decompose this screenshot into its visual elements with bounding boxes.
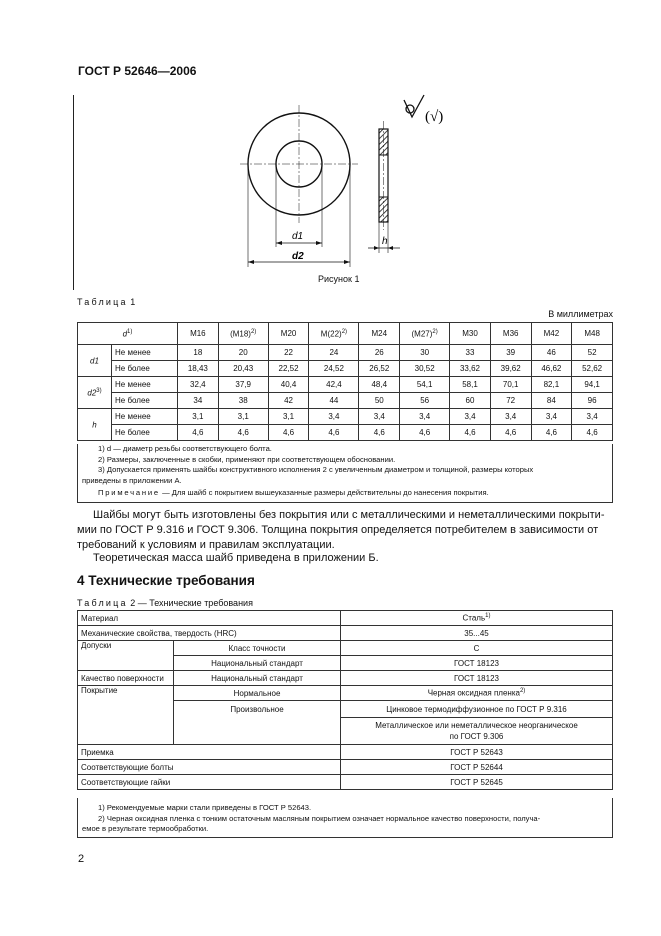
value-cell: 52 — [572, 345, 613, 361]
table1-note: Примечание — Для шайб с покрытием вышеуказанные размеры действительны до нанесения покрытия. — [98, 488, 489, 497]
value-cell: 3,4 — [450, 409, 491, 425]
value-cell: 20 — [218, 345, 268, 361]
row-sublabel: Класс точности — [174, 641, 341, 656]
value-cell: 18,43 — [178, 361, 219, 377]
figure-caption: Рисунок 1 — [318, 274, 360, 284]
value-cell: 26 — [359, 345, 400, 361]
value-cell: 42 — [268, 393, 309, 409]
param-cell: d2$^{3)}$ — [78, 377, 112, 409]
section-heading: 4 Технические требования — [77, 573, 255, 588]
table1-header-row — [78, 323, 613, 345]
dimensions-table — [77, 322, 613, 441]
value-cell: 4,6 — [400, 425, 450, 441]
footnote: 3) Допускается применять шайбы конструктивного исполнения 2 с увеличенным диаметром и толщиной, размеры которых — [98, 465, 534, 474]
row-value: Черная оксидная пленка$^{2)}$ — [341, 686, 613, 701]
row-sublabel: Произвольное — [174, 701, 341, 745]
value-cell: 4,6 — [218, 425, 268, 441]
value-cell: 50 — [359, 393, 400, 409]
param-cell: d1 — [78, 345, 112, 377]
header-m16: M16 — [178, 323, 219, 345]
d1-label: d1 — [292, 231, 304, 242]
margin-line — [73, 95, 74, 290]
value-cell: 39,62 — [490, 361, 531, 377]
param-cell: h — [78, 409, 112, 441]
limit-label: Не более — [112, 393, 178, 409]
table1-footnotes — [77, 444, 613, 503]
table-row — [78, 377, 613, 393]
washer-drawing — [230, 95, 444, 273]
row-value: ГОСТ Р 52643 — [341, 745, 613, 760]
value-cell: 58,1 — [450, 377, 491, 393]
value-cell: 33,62 — [450, 361, 491, 377]
value-cell: 3,1 — [178, 409, 219, 425]
table-row — [78, 361, 613, 377]
value-cell: 44 — [309, 393, 359, 409]
table-row — [78, 760, 613, 775]
table-row — [78, 393, 613, 409]
row-value: ГОСТ 18123 — [341, 656, 613, 671]
value-cell: 4,6 — [178, 425, 219, 441]
row-value: Сталь$^{1)}$ — [341, 611, 613, 626]
value-cell: 26,52 — [359, 361, 400, 377]
value-cell: 38 — [218, 393, 268, 409]
header-m24: M24 — [359, 323, 400, 345]
row-value: Цинковое термодиффузионное по ГОСТ Р 9.316 — [341, 701, 613, 718]
row-label: Механические свойства, твердость (HRC) — [78, 626, 341, 641]
value-cell: 40,4 — [268, 377, 309, 393]
row-value: ГОСТ Р 52645 — [341, 775, 613, 790]
value-cell: 3,4 — [531, 409, 572, 425]
row-label: Допуски — [78, 641, 174, 671]
limit-label: Не менее — [112, 345, 178, 361]
value-cell: 3,1 — [268, 409, 309, 425]
table-row — [78, 641, 613, 656]
header-d: $d^{1)}$ — [78, 323, 178, 345]
table-row — [78, 775, 613, 790]
table1-caption-number: 1 — [130, 297, 136, 307]
value-cell: 4,6 — [572, 425, 613, 441]
value-cell: 4,6 — [309, 425, 359, 441]
table-row — [78, 671, 613, 686]
header-m36: M36 — [490, 323, 531, 345]
header-m48: M48 — [572, 323, 613, 345]
h-label: h — [382, 236, 388, 247]
footnote: 2) Размеры, заключенные в скобки, применяют при соответствующем обосновании. — [98, 454, 396, 464]
value-cell: 56 — [400, 393, 450, 409]
table-row — [78, 409, 613, 425]
value-cell: 4,6 — [268, 425, 309, 441]
value-cell: 46,62 — [531, 361, 572, 377]
value-cell: 4,6 — [531, 425, 572, 441]
limit-label: Не менее — [112, 409, 178, 425]
header-m30: M30 — [450, 323, 491, 345]
value-cell: 54,1 — [400, 377, 450, 393]
footnote: 2) Черная оксидная пленка с тонким остаточным масляным покрытием означает нормальное качество поверхности, получа- — [98, 813, 541, 823]
value-cell: 34 — [178, 393, 219, 409]
table-row — [78, 626, 613, 641]
row-sublabel: Нормальное — [174, 686, 341, 701]
limit-label: Не более — [112, 425, 178, 441]
value-cell: 30 — [400, 345, 450, 361]
table-row — [78, 345, 613, 361]
row-value: Металлическое или неметаллическое неорганическое по ГОСТ 9.306 — [341, 718, 613, 745]
footnote: 1) d — диаметр резьбы соответствующего болта. — [98, 444, 272, 453]
value-cell: 3,4 — [490, 409, 531, 425]
value-cell: 18 — [178, 345, 219, 361]
table2-caption: Таблица 2 — Технические требования — [77, 598, 253, 608]
limit-label: Не более — [112, 361, 178, 377]
table1-caption-word: Таблица — [77, 297, 128, 307]
roughness-symbol-icon — [404, 95, 424, 117]
header-m27: $(M27)^{2)}$ — [400, 323, 450, 345]
value-cell: 24,52 — [309, 361, 359, 377]
value-cell: 3,4 — [400, 409, 450, 425]
value-cell: 20,43 — [218, 361, 268, 377]
value-cell: 60 — [450, 393, 491, 409]
header-m20: M20 — [268, 323, 309, 345]
value-cell: 84 — [531, 393, 572, 409]
value-cell: 3,1 — [218, 409, 268, 425]
value-cell: 30,52 — [400, 361, 450, 377]
roughness-parenthetical: (√) — [425, 109, 444, 125]
value-cell: 32,4 — [178, 377, 219, 393]
value-cell: 37,9 — [218, 377, 268, 393]
value-cell: 52,62 — [572, 361, 613, 377]
footnote: 1) Рекомендуемые марки стали приведены в ГОСТ Р 52643. — [98, 803, 312, 812]
row-value: 35...45 — [341, 626, 613, 641]
row-value: C — [341, 641, 613, 656]
d2-label: d2 — [292, 251, 304, 262]
value-cell: 3,4 — [309, 409, 359, 425]
value-cell: 3,4 — [572, 409, 613, 425]
value-cell: 70,1 — [490, 377, 531, 393]
value-cell: 82,1 — [531, 377, 572, 393]
value-cell: 4,6 — [359, 425, 400, 441]
value-cell: 48,4 — [359, 377, 400, 393]
table-row — [78, 686, 613, 701]
units-note: В миллиметрах — [548, 309, 613, 319]
value-cell: 22 — [268, 345, 309, 361]
row-label: Качество поверхности — [78, 671, 174, 686]
row-sublabel: Национальный стандарт — [174, 656, 341, 671]
page-number: 2 — [78, 853, 85, 865]
value-cell: 94,1 — [572, 377, 613, 393]
table-row — [78, 611, 613, 626]
row-label: Соответствующие гайки — [78, 775, 341, 790]
value-cell: 72 — [490, 393, 531, 409]
header-m18: $(M18)^{2)}$ — [218, 323, 268, 345]
value-cell: 96 — [572, 393, 613, 409]
footnote: емое в результате термообработки. — [82, 824, 209, 833]
limit-label: Не менее — [112, 377, 178, 393]
value-cell: 3,4 — [359, 409, 400, 425]
paragraph-coatings: Шайбы могут быть изготовлены без покрытия или с металлическими и неметаллическими покрыти-мии по ГОСТ Р 9.316 и ГОСТ 9.306. Толщина покрытия определяется потребителем в зависимости от требований к условиям и правилам эксплуатации. — [77, 509, 605, 551]
value-cell: 22,52 — [268, 361, 309, 377]
table-row — [78, 425, 613, 441]
value-cell: 39 — [490, 345, 531, 361]
value-cell: 4,6 — [450, 425, 491, 441]
requirements-table — [77, 610, 613, 790]
row-value: ГОСТ Р 52644 — [341, 760, 613, 775]
value-cell: 4,6 — [490, 425, 531, 441]
paragraph-mass: Теоретическая масса шайб приведена в приложении Б. — [93, 552, 379, 564]
header-m22: $M(22)^{2)}$ — [309, 323, 359, 345]
document-header: ГОСТ Р 52646—2006 — [78, 64, 197, 78]
row-label: Покрытие — [78, 686, 174, 745]
footnote: приведены в приложении А. — [82, 475, 182, 485]
value-cell: 33 — [450, 345, 491, 361]
row-sublabel: Национальный стандарт — [174, 671, 341, 686]
table-row — [78, 745, 613, 760]
row-label: Материал — [78, 611, 341, 626]
row-label: Приемка — [78, 745, 341, 760]
table1-caption — [77, 297, 135, 307]
header-m42: M42 — [531, 323, 572, 345]
value-cell: 24 — [309, 345, 359, 361]
row-label: Соответствующие болты — [78, 760, 341, 775]
table2-footnotes — [77, 798, 613, 838]
value-cell: 46 — [531, 345, 572, 361]
row-value: ГОСТ 18123 — [341, 671, 613, 686]
value-cell: 42,4 — [309, 377, 359, 393]
